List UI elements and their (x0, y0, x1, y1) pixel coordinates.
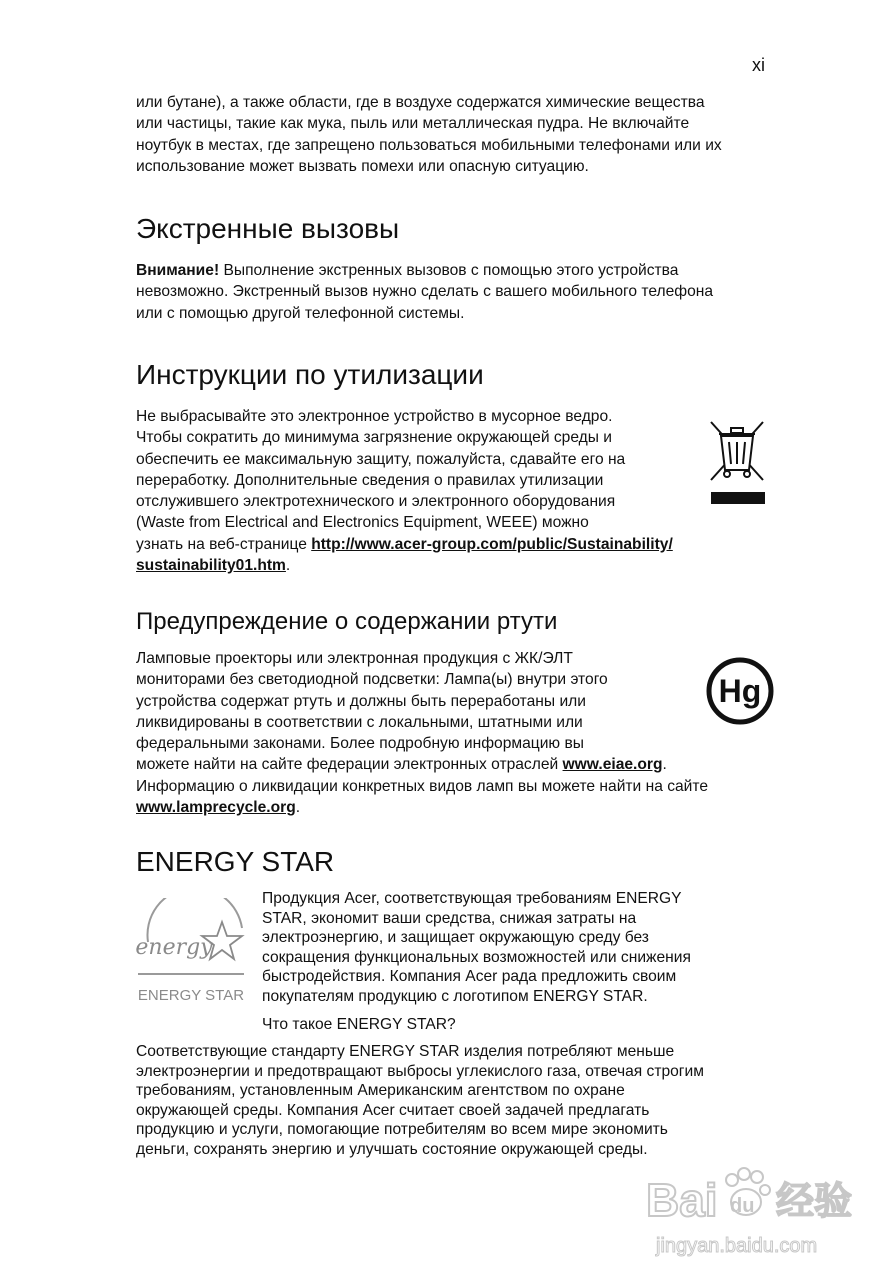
energy-star-line: Продукция Acer, соответствующая требованиям ENERGY (262, 890, 682, 907)
intro-line: использование может вызвать помехи или опасную ситуацию. (136, 157, 589, 175)
disposal-line: отслужившего электротехнического и электронного оборудования (136, 493, 616, 511)
disposal-link-prefix: узнать на веб-странице (136, 535, 312, 553)
disposal-line: обеспечить ее максимальную защиту, пожалуйста, сдавайте его на (136, 450, 626, 468)
watermark-cn: 经验 (776, 1179, 853, 1223)
mercury-hg-icon (704, 655, 776, 727)
disposal-line: (Waste from Electrical and Electronics Equipment, WEEE) можно (136, 514, 589, 532)
emergency-paragraph (136, 260, 776, 324)
mercury-line: Информацию о ликвидации конкретных видов ламп вы можете найти на сайте (136, 777, 709, 795)
disposal-line: переработку. Дополнительные сведения о правилах утилизации (136, 471, 604, 489)
energy-star-line: STAR, экономит ваши средства, снижая затраты на (262, 909, 637, 927)
watermark-brand: Bai (646, 1174, 718, 1226)
emergency-line: невозможно. Экстренный вызов нужно сделать с вашего мобильного телефона (136, 283, 714, 301)
energy-star-line: быстродействия. Компания Acer рада предложить своим (262, 968, 677, 986)
energy-star-body-line: Соответствующие стандарту ENERGY STAR изделия потребляют меньше (136, 1043, 675, 1060)
energy-star-intro (262, 889, 782, 1007)
mercury-heading: Предупреждение о содержании ртути (136, 608, 558, 635)
intro-line: или частицы, такие как мука, пыль или металлическая пудра. Не включайте (136, 115, 690, 133)
warning-label: Внимание! (136, 262, 220, 279)
energy-star-body-line: требованиям, установленным Американским агентством по охране (136, 1082, 625, 1100)
energy-star-line: покупателям продукцию с логотипом ENERGY STAR. (262, 987, 648, 1005)
link-period: . (662, 756, 667, 774)
energy-star-body-line: деньги, сохранять энергию и улучшать состояние окружающей среды. (136, 1140, 648, 1158)
energy-star-body-line: окружающей среды. Компания Acer считает своей задачей предлагать (136, 1101, 650, 1119)
link-period: . (285, 557, 291, 575)
mercury-line: Ламповые проекторы или электронная продукция с ЖК/ЭЛТ (136, 650, 573, 667)
weee-bin-icon (705, 418, 769, 510)
intro-line: или бутане), а также области, где в воздухе содержатся химические вещества (136, 94, 705, 111)
baidu-watermark (636, 1150, 886, 1265)
sustainability-link[interactable]: http://www.acer-group.com/public/Sustainability/ (311, 535, 673, 553)
sustainability-link-cont[interactable]: sustainability01.htm (136, 557, 286, 575)
mercury-line: можете найти на сайте федерации электронных отраслей (136, 756, 563, 774)
emergency-line: Выполнение экстренных вызовов с помощью этого устройства (219, 262, 679, 279)
energy-star-body-line: электроэнергии и предотвращают выбросы углекислого газа, отвечая строгим (136, 1062, 704, 1080)
energy-star-body (136, 1042, 786, 1160)
energy-star-body-line: продукцию и услуги, помогающие потребителям во всем мире экономить (136, 1121, 668, 1139)
disposal-line: Не выбрасывайте это электронное устройство в мусорное ведро. (136, 408, 613, 425)
energy-star-caption: ENERGY STAR (137, 987, 245, 1004)
mercury-paragraph (136, 648, 776, 818)
disposal-line: Чтобы сократить до минимума загрязнение окружающей среды и (136, 429, 613, 447)
watermark-brand-2: du (730, 1195, 755, 1217)
emergency-line: или с помощью другой телефонной системы. (136, 304, 465, 322)
energy-star-line: электроэнергию, и защищает окружающую среду без (262, 929, 649, 947)
mercury-line: ликвидированы в соответствии с локальными, штатными или (136, 713, 583, 731)
mercury-line: федеральными законами. Более подробную информацию вы (136, 735, 584, 753)
energy-star-heading: ENERGY STAR (136, 846, 335, 877)
lamprecycle-link[interactable]: www.lamprecycle.org (136, 799, 296, 817)
mercury-line: мониторами без светодиодной подсветки: Лампа(ы) внутри этого (136, 671, 608, 689)
disposal-paragraph (136, 406, 776, 576)
disposal-heading: Инструкции по утилизации (136, 359, 484, 390)
energy-star-question: Что такое ENERGY STAR? (262, 1016, 456, 1033)
mercury-line: устройства содержат ртуть и должны быть переработаны или (136, 692, 586, 710)
intro-line: ноутбук в местах, где запрещено пользоваться мобильными телефонами или их (136, 136, 722, 154)
energy-star-line: сокращения функциональных возможностей или снижения (262, 948, 691, 966)
hg-symbol: Hg (718, 673, 762, 709)
page-number: xi (752, 55, 765, 75)
emergency-heading: Экстренные вызовы (136, 213, 400, 244)
link-period: . (295, 799, 301, 817)
intro-paragraph (136, 92, 776, 177)
watermark-url: jingyan.baidu.com (656, 1235, 818, 1257)
eiae-link[interactable]: www.eiae.org (562, 756, 663, 774)
energy-script: energy (135, 935, 213, 960)
energy-star-logo (134, 898, 250, 1008)
